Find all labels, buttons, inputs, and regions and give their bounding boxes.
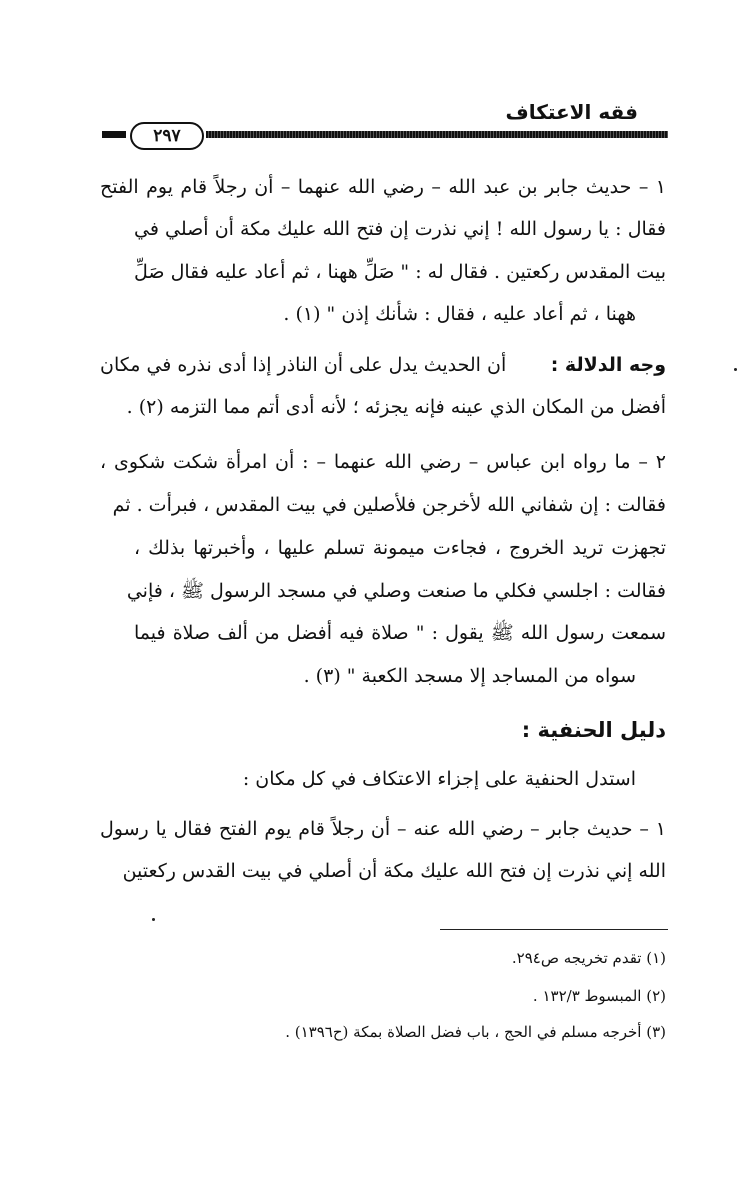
text-line-14: ١ – حديث جابر – رضي الله عنه – أن رجلاً قام يوم الفتح فقال يا رسول — [100, 818, 666, 840]
text-line-4: ههنا ، ثم أعاد عليه ، فقال : شأنك إذن " (١) . — [283, 303, 636, 325]
text-line-5 — [100, 354, 666, 382]
footnote-1: (١) تقدم تخريجه ص٢٩٤. — [511, 949, 666, 967]
text-line-2: فقال : يا رسول الله ! إني نذرت إن فتح الله عليك مكة أن أصلي في — [134, 218, 666, 240]
running-header-title: فقه الاعتكاف — [505, 100, 638, 124]
header-rule — [102, 122, 668, 152]
footnote-separator — [440, 929, 668, 930]
header-rule-right-segment — [206, 131, 668, 138]
scan-speck — [152, 918, 155, 921]
text-line-8: فقالت : إن شفاني الله لأخرجن فلأصلين في بيت المقدس ، فبرأت . ثم — [112, 494, 666, 516]
text-line-10: فقالت : اجلسي فكلي ما صنعت وصلي في مسجد الرسول ﷺ ، فإني — [126, 580, 666, 602]
text-line-7: ٢ – ما رواه ابن عباس – رضي الله عنهما – : أن امرأة شكت شكوى ، — [100, 451, 666, 473]
text-line-5-body: أن الحديث يدل على أن الناذر إذا أدى نذره في مكان — [100, 354, 507, 376]
text-line-6: أفضل من المكان الذي عينه فإنه يجزئه ؛ لأنه أدى أتم مما التزمه (٢) . — [126, 396, 666, 418]
text-line-12: سواه من المساجد إلا مسجد الكعبة " (٣) . — [303, 665, 636, 687]
label-wajh-aldalala: وجه الدلالة : — [550, 354, 666, 376]
scan-speck — [734, 368, 737, 371]
header-rule-left-segment — [102, 131, 126, 138]
text-line-13: استدل الحنفية على إجزاء الاعتكاف في كل مكان : — [242, 768, 636, 790]
text-line-9: تجهزت تريد الخروج ، فجاءت ميمونة تسلم عليها ، وأخبرتها بذلك ، — [134, 537, 666, 559]
footnote-3: (٣) أخرجه مسلم في الحج ، باب فضل الصلاة بمكة (ح١٣٩٦) . — [285, 1023, 666, 1041]
footnote-2: (٢) المبسوط ١٣٢/٣ . — [532, 987, 666, 1005]
text-line-15: الله إني نذرت إن فتح الله عليك مكة أن أصلي في بيت القدس ركعتين — [122, 860, 666, 882]
text-line-11: سمعت رسول الله ﷺ يقول : " صلاة فيه أفضل من ألف صلاة فيما — [134, 622, 666, 644]
text-line-1: ١ – حديث جابر بن عبد الله – رضي الله عنهما – أن رجلاً قام يوم الفتح — [100, 176, 666, 198]
page-number-badge: ٢٩٧ — [130, 122, 204, 150]
text-line-3: بيت المقدس ركعتين . فقال له : " صَلِّ ههنا ، ثم أعاد عليه فقال صَلِّ — [134, 261, 666, 283]
heading-dalil-alhanafiya: دليل الحنفية : — [521, 718, 666, 742]
